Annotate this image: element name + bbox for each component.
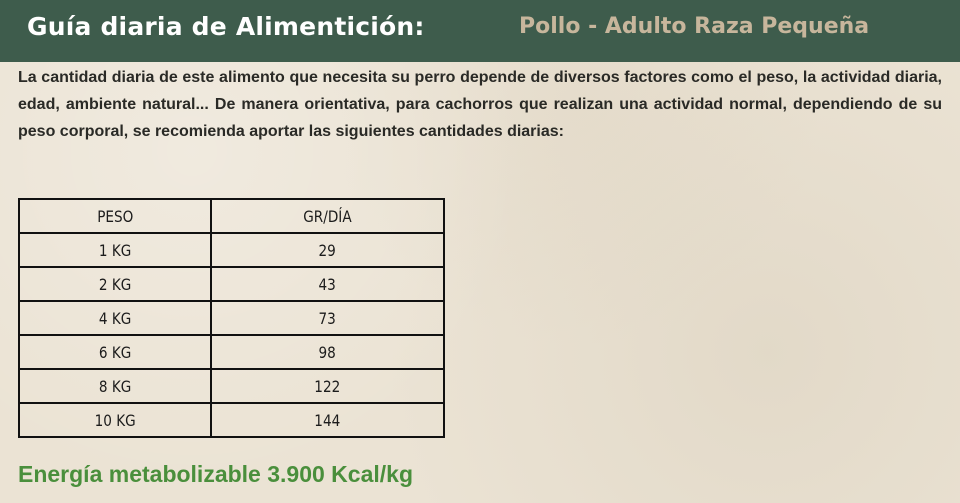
- energy-note: Energía metabolizable 3.900 Kcal/kg: [18, 461, 413, 487]
- header-bar: [0, 0, 960, 62]
- weight-cell: 8 KG: [19, 369, 211, 403]
- column-header-gr-dia: GR/DÍA: [211, 199, 444, 233]
- page-title: Guía diaria de Alimentición:: [27, 12, 425, 41]
- grams-cell: 98: [211, 335, 444, 369]
- feeding-table: [18, 198, 445, 438]
- grams-cell: 43: [211, 267, 444, 301]
- table-row: [19, 403, 444, 437]
- column-header-peso: PESO: [19, 199, 211, 233]
- weight-cell: 2 KG: [19, 267, 211, 301]
- intro-paragraph: La cantidad diaria de este alimento que necesita su perro depende de diversos factores como el peso, la actividad diaria, edad, ambiente natural... De manera orientativa, para cachorros que realizan una actividad normal, dependiendo de su peso corporal, se recomienda aportar las siguientes cantidades diarias:: [18, 69, 942, 140]
- table-header-row: [19, 199, 444, 233]
- grams-cell: 73: [211, 301, 444, 335]
- product-name: Pollo - Adulto Raza Pequeña: [519, 14, 870, 39]
- grams-cell: 29: [211, 233, 444, 267]
- weight-cell: 6 KG: [19, 335, 211, 369]
- weight-cell: 10 KG: [19, 403, 211, 437]
- table-row: [19, 369, 444, 403]
- table-row: [19, 267, 444, 301]
- grams-cell: 144: [211, 403, 444, 437]
- table-row: [19, 233, 444, 267]
- grams-cell: 122: [211, 369, 444, 403]
- weight-cell: 1 KG: [19, 233, 211, 267]
- weight-cell: 4 KG: [19, 301, 211, 335]
- table-row: [19, 335, 444, 369]
- table-row: [19, 301, 444, 335]
